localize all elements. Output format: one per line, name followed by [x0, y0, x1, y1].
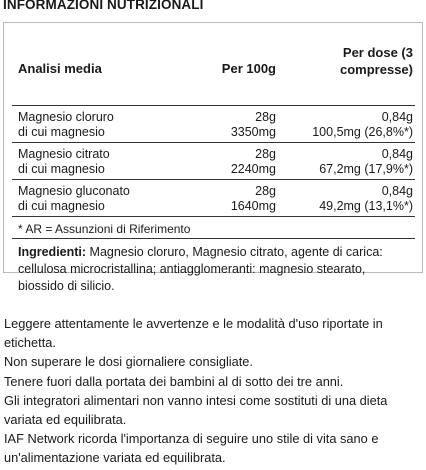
paragraph: Leggere attentamente le avvertenze e le modalità d'uso riportate in etichetta. — [4, 316, 383, 351]
column-header-per-dose: Per dose (3 compresse) — [340, 45, 413, 77]
table-row — [12, 183, 415, 199]
row-per100: 28g — [255, 184, 276, 198]
row-per100: 28g — [255, 110, 276, 124]
paragraph: IAF Network ricorda l'importanza di seguire uno stile di vita sano e un'alimentazione variata ed equilibrata. — [4, 431, 379, 466]
row-perdose: 67,2mg (17,9%*) — [319, 162, 413, 176]
paragraph: Non superare le dosi giornaliere consigliate. — [4, 354, 253, 370]
row-per100: 1640mg — [230, 199, 276, 213]
row-per100: 3350mg — [230, 125, 276, 139]
column-header-per100g: Per 100g — [221, 61, 276, 76]
paragraph: Gli integratori alimentari non vanno intesi come sostituti di una dieta variata ed equilibrata. — [4, 392, 388, 428]
row-perdose: 0,84g — [381, 147, 413, 161]
table-row-group-citrato — [12, 143, 415, 180]
row-perdose: 100,5mg (26,8%*) — [312, 125, 413, 139]
paragraph: Tenere fuori dalla portata dei bambini al di sotto dei tre anni. — [4, 373, 344, 389]
table-row — [12, 146, 415, 162]
row-per100: 28g — [255, 147, 276, 161]
column-header-analysis: Analisi media — [18, 61, 102, 76]
row-name: Magnesio cloruro — [18, 110, 114, 124]
table-row — [12, 124, 415, 140]
reference-note: * AR = Assunzioni di Riferimento — [12, 217, 415, 239]
table-header — [12, 31, 415, 106]
row-name: Magnesio citrato — [18, 147, 110, 161]
row-perdose: 49,2mg (13,1%*) — [319, 199, 413, 213]
page-title: INFORMAZIONI NUTRIZIONALI — [3, 0, 204, 12]
ingredients — [12, 239, 415, 295]
table-row — [12, 109, 415, 125]
nutrition-table — [3, 22, 423, 293]
row-name: di cui magnesio — [18, 125, 105, 139]
row-name: di cui magnesio — [18, 162, 105, 176]
table-row — [12, 198, 415, 214]
table-row-group-gluconato — [12, 180, 415, 217]
row-perdose: 0,84g — [381, 184, 413, 198]
table-row-group-cloruro — [12, 106, 415, 143]
row-name: Magnesio gluconato — [18, 184, 130, 198]
ingredients-label: Ingredienti: — [18, 245, 87, 259]
row-perdose: 0,84g — [381, 110, 413, 124]
table-row — [12, 161, 415, 177]
row-name: di cui magnesio — [18, 199, 105, 213]
warnings-text — [4, 314, 420, 468]
row-per100: 2240mg — [230, 162, 276, 176]
ingredients-text: Magnesio cloruro, Magnesio citrato, agente di carica: cellulosa microcristallina; antiagglomeranti: magnesio stearato, biossido di silicio. — [18, 245, 383, 293]
